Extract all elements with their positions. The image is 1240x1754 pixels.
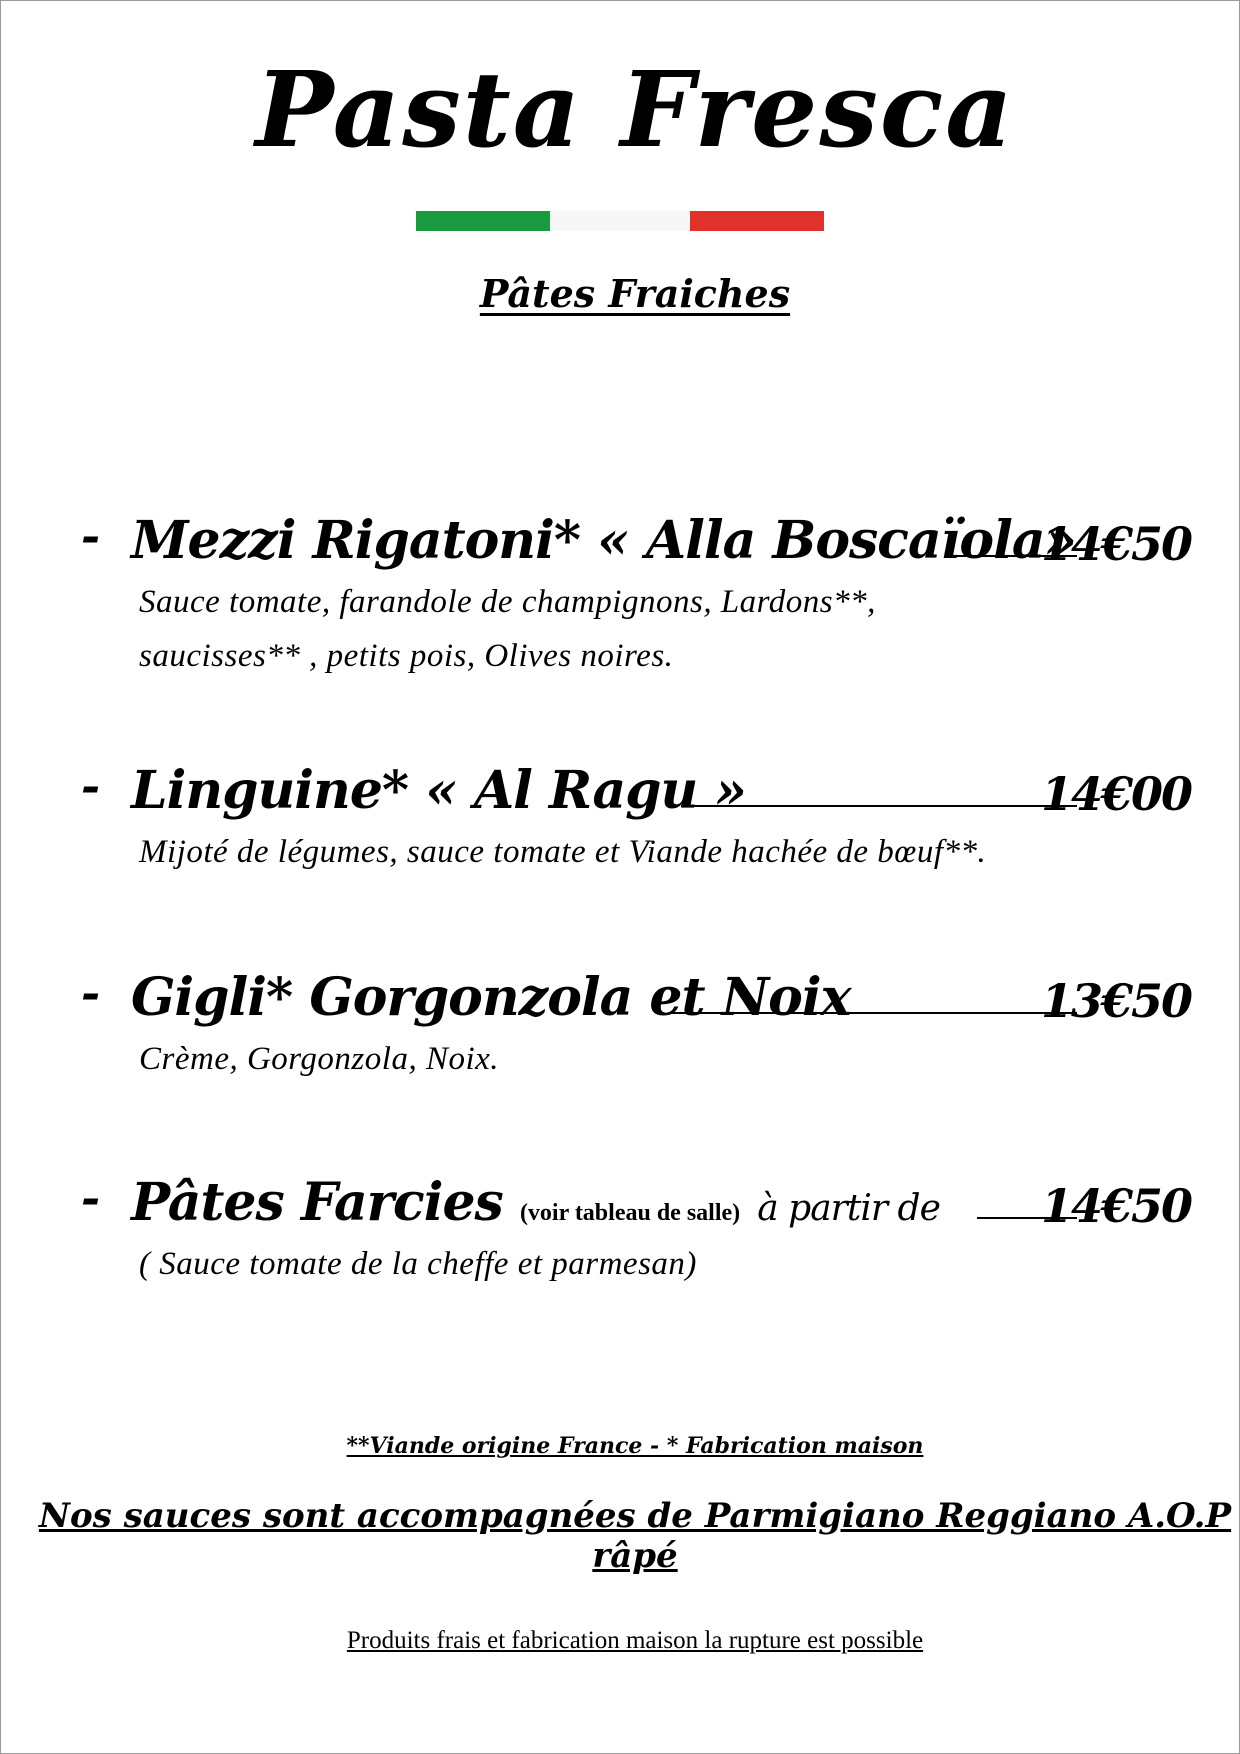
price-from-label: à partir de <box>757 1188 940 1229</box>
item-name: Mezzi Rigatoni* « Alla Boscaïola» <box>131 510 1077 571</box>
item-description-line: Sauce tomate, farandole de champignons, Lardons**, <box>139 584 876 620</box>
item-description <box>81 575 1191 683</box>
menu-item-line <box>81 749 1191 821</box>
item-dash: - <box>81 1171 101 1225</box>
item-description-line: ( Sauce tomate de la cheffe et parmesan) <box>139 1246 697 1282</box>
item-name: Gigli* Gorgonzola et Noix <box>131 967 851 1028</box>
item-price: 14€50 <box>1040 1179 1191 1233</box>
italian-flag-green-stripe <box>416 211 550 231</box>
menu-item-linguine <box>81 749 1191 879</box>
menu-item-line <box>81 956 1191 1028</box>
item-dash: - <box>81 509 101 563</box>
cheese-note <box>1 1496 1239 1576</box>
page-title: Pasta Fresca <box>255 48 1015 171</box>
menu-item-mezzi-rigatoni <box>81 499 1191 683</box>
item-dash: - <box>81 966 101 1020</box>
item-description <box>81 825 1191 879</box>
section-heading <box>1 271 1239 316</box>
item-price: 14€00 <box>1040 767 1191 821</box>
section-heading-text: Pâtes Fraiches <box>479 271 791 316</box>
availability-disclaimer <box>1 1627 1239 1655</box>
item-note: (voir tableau de salle) <box>519 1200 741 1226</box>
menu-item-gigli <box>81 956 1191 1086</box>
price-leader-line <box>669 1012 1077 1014</box>
menu-item-line <box>81 1161 1191 1233</box>
availability-disclaimer-text: Produits frais et fabrication maison la rupture est possible <box>346 1627 924 1654</box>
item-description-line: Crème, Gorgonzola, Noix. <box>139 1041 500 1077</box>
item-name-text: Pâtes Farcies <box>131 1172 503 1233</box>
item-name: Linguine* « Al Ragu » <box>131 760 746 821</box>
origin-footnote <box>1 1433 1239 1459</box>
italian-flag-white-stripe <box>550 211 690 231</box>
item-description <box>81 1032 1191 1086</box>
price-leader-line <box>681 805 1077 807</box>
item-description-line: saucisses** , petits pois, Olives noires. <box>139 638 674 674</box>
italian-flag-red-stripe <box>690 211 824 231</box>
menu-item-pates-farcies <box>81 1161 1191 1291</box>
item-name <box>131 1172 940 1233</box>
item-description-line: Mijoté de légumes, sauce tomate et Viande hachée de bœuf**. <box>139 834 987 870</box>
item-dash: - <box>81 759 101 813</box>
item-price: 13€50 <box>1040 974 1191 1028</box>
item-description <box>81 1237 1191 1291</box>
origin-footnote-text: **Viande origine France - * Fabrication maison <box>346 1433 924 1459</box>
item-price: 14€50 <box>1040 517 1191 571</box>
menu-item-line <box>81 499 1191 571</box>
cheese-note-text: Nos sauces sont accompagnées de Parmigiano Reggiano A.O.P râpé <box>38 1496 1232 1576</box>
